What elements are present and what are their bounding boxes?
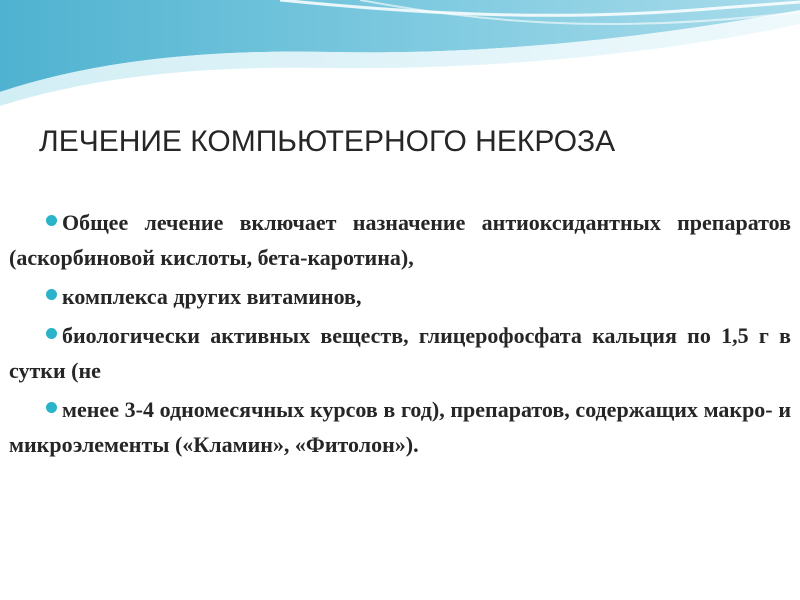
bullet-text: Общее лечение включает назначение антиоксидантных препаратов (аскорбиновой кислоты, бета-каротина), [9,210,791,270]
bullet-text: менее 3-4 одномесячных курсов в год), препаратов, содержащих макро- и микроэлементы («Кламин», «Фитолон»). [9,397,791,457]
bullet-item [9,205,791,275]
bullet-list [9,205,791,466]
bullet-dot-icon [46,289,57,300]
bullet-text: биологически активных веществ, глицерофосфата кальция по 1,5 г в сутки (не [9,323,791,383]
bullet-dot-icon [46,402,57,413]
slide-title: ЛЕЧЕНИЕ КОМПЬЮТЕРНОГО НЕКРОЗА [39,125,616,158]
bullet-item [9,392,791,462]
bullet-dot-icon [46,328,57,339]
bullet-item [9,318,791,388]
bullet-text: комплекса других витаминов, [62,284,362,309]
bullet-dot-icon [46,215,57,226]
wave-header-decoration [0,0,800,110]
bullet-item [9,279,791,314]
